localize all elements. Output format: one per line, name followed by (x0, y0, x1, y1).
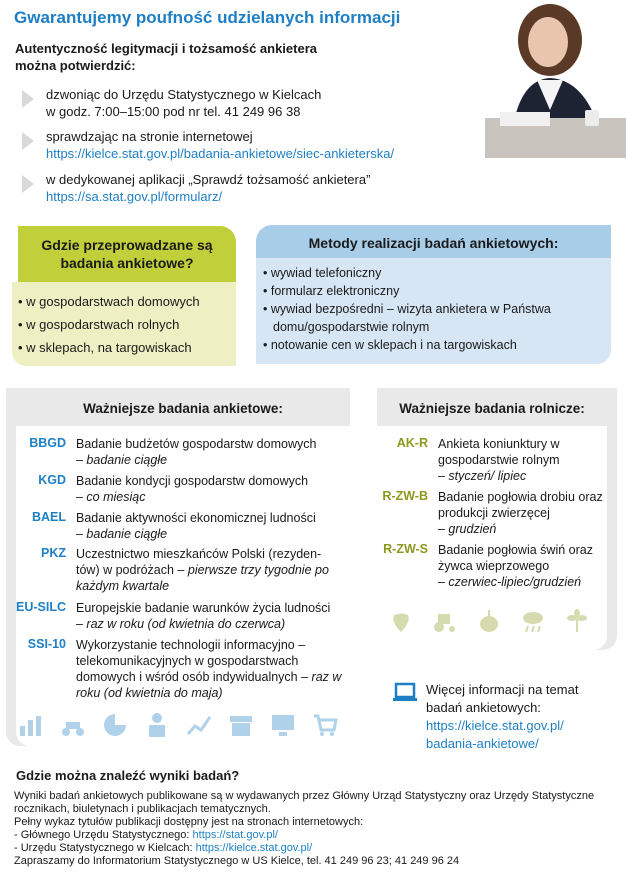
agri-desc (438, 436, 606, 484)
results-p3: Zapraszamy do Informatorium Statystycznego w US Kielce, tel. 41 249 96 23; 41 249 96 24 (14, 855, 460, 867)
survey-freq: – co miesiąc (76, 490, 146, 504)
survey-code: BBGD (29, 436, 66, 450)
survey-text: Badanie budżetów gospodarstw domowych (76, 437, 317, 451)
us-link[interactable]: https://kielce.stat.gov.pl/ (195, 842, 313, 854)
results-p1: Wyniki badań ankietowych publikowane są w wydawanych przez Główny Urząd Statystyczny oraz Urzędy Statystyczne rocznikach, biuletynach i publikacjach tematycznych. (14, 790, 595, 815)
survey-desc (76, 510, 346, 542)
verify-app-line1: w dedykowanej aplikacji „Sprawdź tożsamość ankietera” (46, 172, 371, 187)
gus-label: - Głównego Urzędu Statystycznego: (14, 829, 190, 841)
results-p2: Pełny wykaz tytułów publikacji dostępny jest na stronach internetowych: (14, 816, 364, 828)
agri-title: Ważniejsze badania rolnicze: (399, 401, 585, 416)
where-list (12, 282, 236, 366)
results-title: Gdzie można znaleźć wyniki badań? (16, 768, 240, 783)
agri-icons (388, 608, 590, 634)
surveys-title: Ważniejsze badania ankietowe: (83, 401, 283, 416)
results-us (14, 842, 618, 855)
surveys-icons (18, 712, 338, 738)
verify-web (22, 128, 462, 162)
verify-phone (22, 86, 462, 120)
agri-code: AK-R (396, 436, 428, 450)
verify-app (22, 171, 462, 205)
arrow-right-icon (22, 132, 34, 150)
more-info (426, 681, 616, 753)
survey-code: KGD (38, 473, 66, 487)
survey-desc (76, 600, 346, 632)
survey-text: Uczestnictwo mieszkańców Polski (rezyden-tów) w podróżach – (76, 547, 322, 577)
person-icon (144, 712, 170, 738)
agri-code: R-ZW-S (383, 542, 428, 556)
scooter-icon (60, 712, 86, 738)
where-item: • w gospodarstwach rolnych (18, 313, 230, 336)
results-gus (14, 829, 618, 842)
plant-icon (564, 608, 590, 634)
pie-chart-icon (102, 712, 128, 738)
more-info-link[interactable]: https://kielce.stat.gov.pl/ (426, 718, 564, 733)
agri-desc (438, 542, 606, 590)
survey-desc (76, 473, 346, 505)
survey-text: Badanie aktywności ekonomicznej ludności (76, 511, 316, 525)
method-item: • formularz elektroniczny (262, 282, 605, 300)
survey-freq: raz w roku (od kwietnia do maja) (76, 670, 342, 700)
gus-link[interactable]: https://stat.gov.pl/ (192, 829, 278, 841)
strawberry-icon (388, 608, 414, 634)
methods-list (256, 258, 611, 364)
survey-text: Europejskie badanie warunków życia ludności (76, 601, 331, 615)
page-title: Gwarantujemy poufność udzielanych informacji (14, 8, 401, 27)
agri-text: Badanie pogłowia świń oraz żywca wieprzowego (438, 543, 593, 573)
us-label: - Urzędu Statystycznego w Kielcach: (14, 842, 193, 854)
survey-code: SSI-10 (27, 637, 66, 651)
shop-icon (228, 712, 254, 738)
verify-web-link[interactable]: https://kielce.stat.gov.pl/badania-ankietowe/siec-ankieterska/ (46, 146, 395, 161)
verify-phone-line2: w godz. 7:00–15:00 pod nr tel. 41 249 96 38 (46, 104, 301, 119)
agri-freq: – grudzień (438, 522, 497, 536)
interviewer-photo (455, 0, 626, 158)
survey-code: PKZ (41, 546, 66, 560)
agri-text: Badanie pogłowia drobiu oraz produkcji zwierzęcej (438, 490, 603, 520)
method-item: • wywiad bezpośredni – wizyta ankietera w Państwa domu/gospodarstwie rolnym (262, 300, 605, 336)
monitor-icon (270, 712, 296, 738)
survey-freq: – badanie ciągłe (76, 527, 168, 541)
survey-freq: – badanie ciągłe (76, 453, 168, 467)
method-item: • notowanie cen w sklepach i na targowiskach (262, 336, 605, 354)
agri-freq: – czerwiec-lipiec/grudzień (438, 575, 582, 589)
where-item: • w sklepach, na targowiskach (18, 336, 230, 359)
where-header (18, 226, 236, 286)
onion-icon (476, 608, 502, 634)
survey-code: BAEL (31, 510, 66, 524)
survey-desc (76, 436, 346, 468)
survey-desc (76, 637, 344, 701)
survey-text: Wykorzystanie technologii informacyjno – telekomunikacyjnych w gospodarstwach domowych i wśród osób indywidualnych – (76, 638, 309, 684)
arrow-right-icon (22, 90, 34, 108)
more-info-link-cont[interactable]: badania-ankietowe/ (426, 736, 539, 751)
survey-desc (76, 546, 344, 594)
method-item: • wywiad telefoniczny (262, 264, 605, 282)
where-title: Gdzie przeprowadzane są badania ankietowe? (41, 237, 213, 271)
survey-code: EU-SILC (16, 600, 66, 614)
methods-title: Metody realizacji badań ankietowych: (308, 235, 559, 251)
weather-icon (520, 608, 546, 634)
cart-icon (312, 712, 338, 738)
verify-subtitle: Autentyczność legitymacji i tożsamość ankietera można potwierdzić: (15, 41, 317, 73)
tractor-icon (432, 608, 458, 634)
agri-desc (438, 489, 606, 537)
survey-freq: – raz w roku (od kwietnia do czerwca) (76, 617, 286, 631)
verify-app-link[interactable]: https://sa.stat.gov.pl/formularz/ (46, 189, 223, 204)
where-item: • w gospodarstwach domowych (18, 290, 230, 313)
verify-phone-line1: dzwoniąc do Urzędu Statystycznego w Kielcach (46, 87, 322, 102)
results-text (14, 790, 618, 868)
agri-text: Ankieta koniunktury w gospodarstwie rolnym (438, 437, 560, 467)
laptop-icon (392, 682, 422, 706)
verify-web-line1: sprawdzając na stronie internetowej (46, 129, 253, 144)
more-info-text: Więcej informacji na temat badań ankietowych: (426, 682, 579, 715)
agri-code: R-ZW-B (382, 489, 428, 503)
survey-freq: pierwsze trzy tygodnie po każdym kwartale (76, 563, 329, 593)
survey-text: Badanie kondycji gospodarstw domowych (76, 474, 309, 488)
agri-freq: – styczeń/ lipiec (438, 469, 527, 483)
line-chart-icon (186, 712, 212, 738)
bar-chart-icon (18, 712, 44, 738)
arrow-right-icon (22, 175, 34, 193)
